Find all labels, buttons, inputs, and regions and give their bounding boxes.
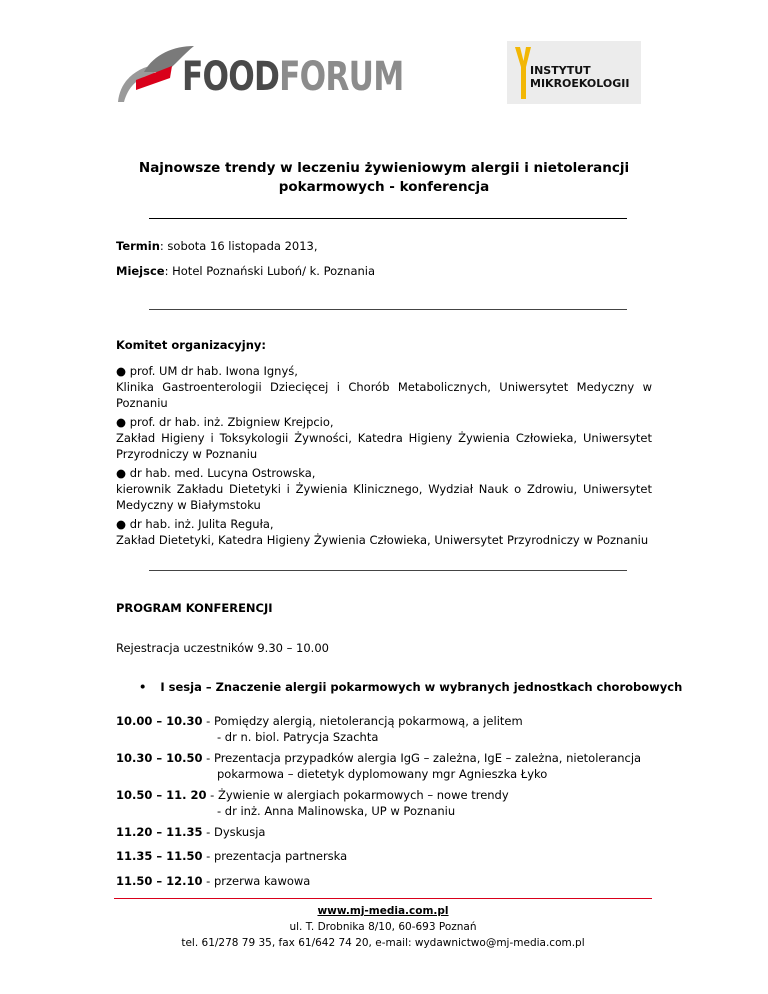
footer-address: ul. T. Drobnika 8/10, 60-693 Poznań	[289, 921, 477, 933]
program-item	[116, 713, 523, 745]
program-item	[116, 824, 265, 840]
member-affiliation: Zakład Dietetyki, Katedra Higieny Żywienia Człowieka, Uniwersytet Przyrodniczy w Poznaniu	[116, 533, 649, 547]
program-subtext: - dr n. biol. Patrycja Szachta	[217, 730, 379, 744]
termin-line	[116, 238, 318, 254]
committee-heading: Komitet organizacyjny:	[116, 338, 267, 352]
committee-member	[116, 516, 652, 548]
registration-line: Rejestracja uczestników 9.30 – 10.00	[116, 641, 329, 655]
program-item	[116, 848, 347, 864]
footer-contact: tel. 61/278 79 35, fax 61/642 74 20, e-mail: wydawnictwo@mj-media.com.pl	[181, 937, 585, 949]
miejsce-label: Miejsce	[116, 264, 165, 278]
program-subtext: - dr inż. Anna Malinowska, UP w Poznaniu	[217, 804, 456, 818]
member-affiliation: Zakład Higieny i Toksykologii Żywności, Katedra Higieny Żywienia Człowieka, Uniwersytet Przyrodniczy w Poznaniu	[116, 431, 652, 461]
instytut-line2: MIKROEKOLOGII	[530, 77, 630, 90]
program-time: 10.30 – 10.50	[116, 751, 203, 765]
program-item	[116, 750, 641, 782]
program-item	[116, 873, 310, 889]
program-subtext: pokarmowa – dietetyk dyplomowany mgr Agnieszka Łyko	[217, 767, 548, 781]
committee-member	[116, 465, 652, 513]
program-time: 11.50 – 12.10	[116, 874, 203, 888]
session-line	[139, 679, 682, 695]
program-text: - Pomiędzy alergią, nietolerancją pokarmową, a jelitem	[202, 714, 523, 728]
program-time: 11.35 – 11.50	[116, 849, 203, 863]
footer-divider	[114, 898, 652, 899]
session-bullet: •	[139, 680, 147, 694]
instytut-mikroekologii-logo	[507, 41, 641, 104]
program-time: 10.50 – 11. 20	[116, 788, 207, 802]
member-name: ● prof. UM dr hab. Iwona Ignyś,	[116, 364, 298, 378]
conference-title: Najnowsze trendy w leczeniu żywieniowym alergii i nietolerancji pokarmowych - konferencja	[138, 160, 630, 195]
instytut-wordmark	[530, 64, 629, 90]
instytut-line1: INSTYTUT	[530, 64, 591, 77]
session-title: I sesja – Znaczenie alergii pokarmowych w wybranych jednostkach chorobowych	[160, 680, 683, 694]
forum-word: FORUM	[279, 54, 404, 100]
termin-label: Termin	[116, 239, 160, 253]
member-affiliation: kierownik Zakładu Dietetyki i Żywienia Klinicznego, Wydział Nauk o Zdrowiu, Uniwersytet Medyczny w Białymstoku	[116, 482, 652, 512]
food-word: FOOD	[182, 54, 280, 100]
miejsce-line	[116, 263, 375, 279]
divider	[149, 218, 627, 219]
program-text: - Dyskusja	[202, 825, 266, 839]
program-item	[116, 787, 509, 819]
member-name: ● prof. dr hab. inż. Zbigniew Krejpcio,	[116, 415, 334, 429]
divider	[149, 570, 627, 571]
committee-member	[116, 414, 652, 462]
member-name: ● dr hab. inż. Julita Reguła,	[116, 517, 274, 531]
website-link[interactable]: www.mj-media.com.pl	[317, 905, 449, 917]
miejsce-value: : Hotel Poznański Luboń/ k. Poznania	[164, 264, 376, 278]
program-text: - Żywienie w alergiach pokarmowych – nowe trendy	[206, 788, 509, 802]
program-text: - Prezentacja przypadków alergia IgG – zależna, IgE – zależna, nietolerancja	[202, 751, 642, 765]
food-forum-wordmark	[182, 52, 403, 102]
footer-website[interactable]	[114, 904, 652, 919]
program-text: - przerwa kawowa	[202, 874, 311, 888]
termin-value: : sobota 16 listopada 2013,	[159, 239, 318, 253]
food-forum-logo	[114, 42, 404, 106]
member-affiliation: Klinika Gastroenterologii Dziecięcej i Chorób Metabolicznych, Uniwersytet Medyczny w Poznaniu	[116, 380, 652, 410]
divider	[149, 309, 627, 310]
program-time: 10.00 – 10.30	[116, 714, 203, 728]
program-time: 11.20 – 11.35	[116, 825, 203, 839]
program-heading: PROGRAM KONFERENCJI	[116, 601, 273, 615]
program-text: - prezentacja partnerska	[202, 849, 348, 863]
member-name: ● dr hab. med. Lucyna Ostrowska,	[116, 466, 316, 480]
committee-member	[116, 363, 652, 411]
